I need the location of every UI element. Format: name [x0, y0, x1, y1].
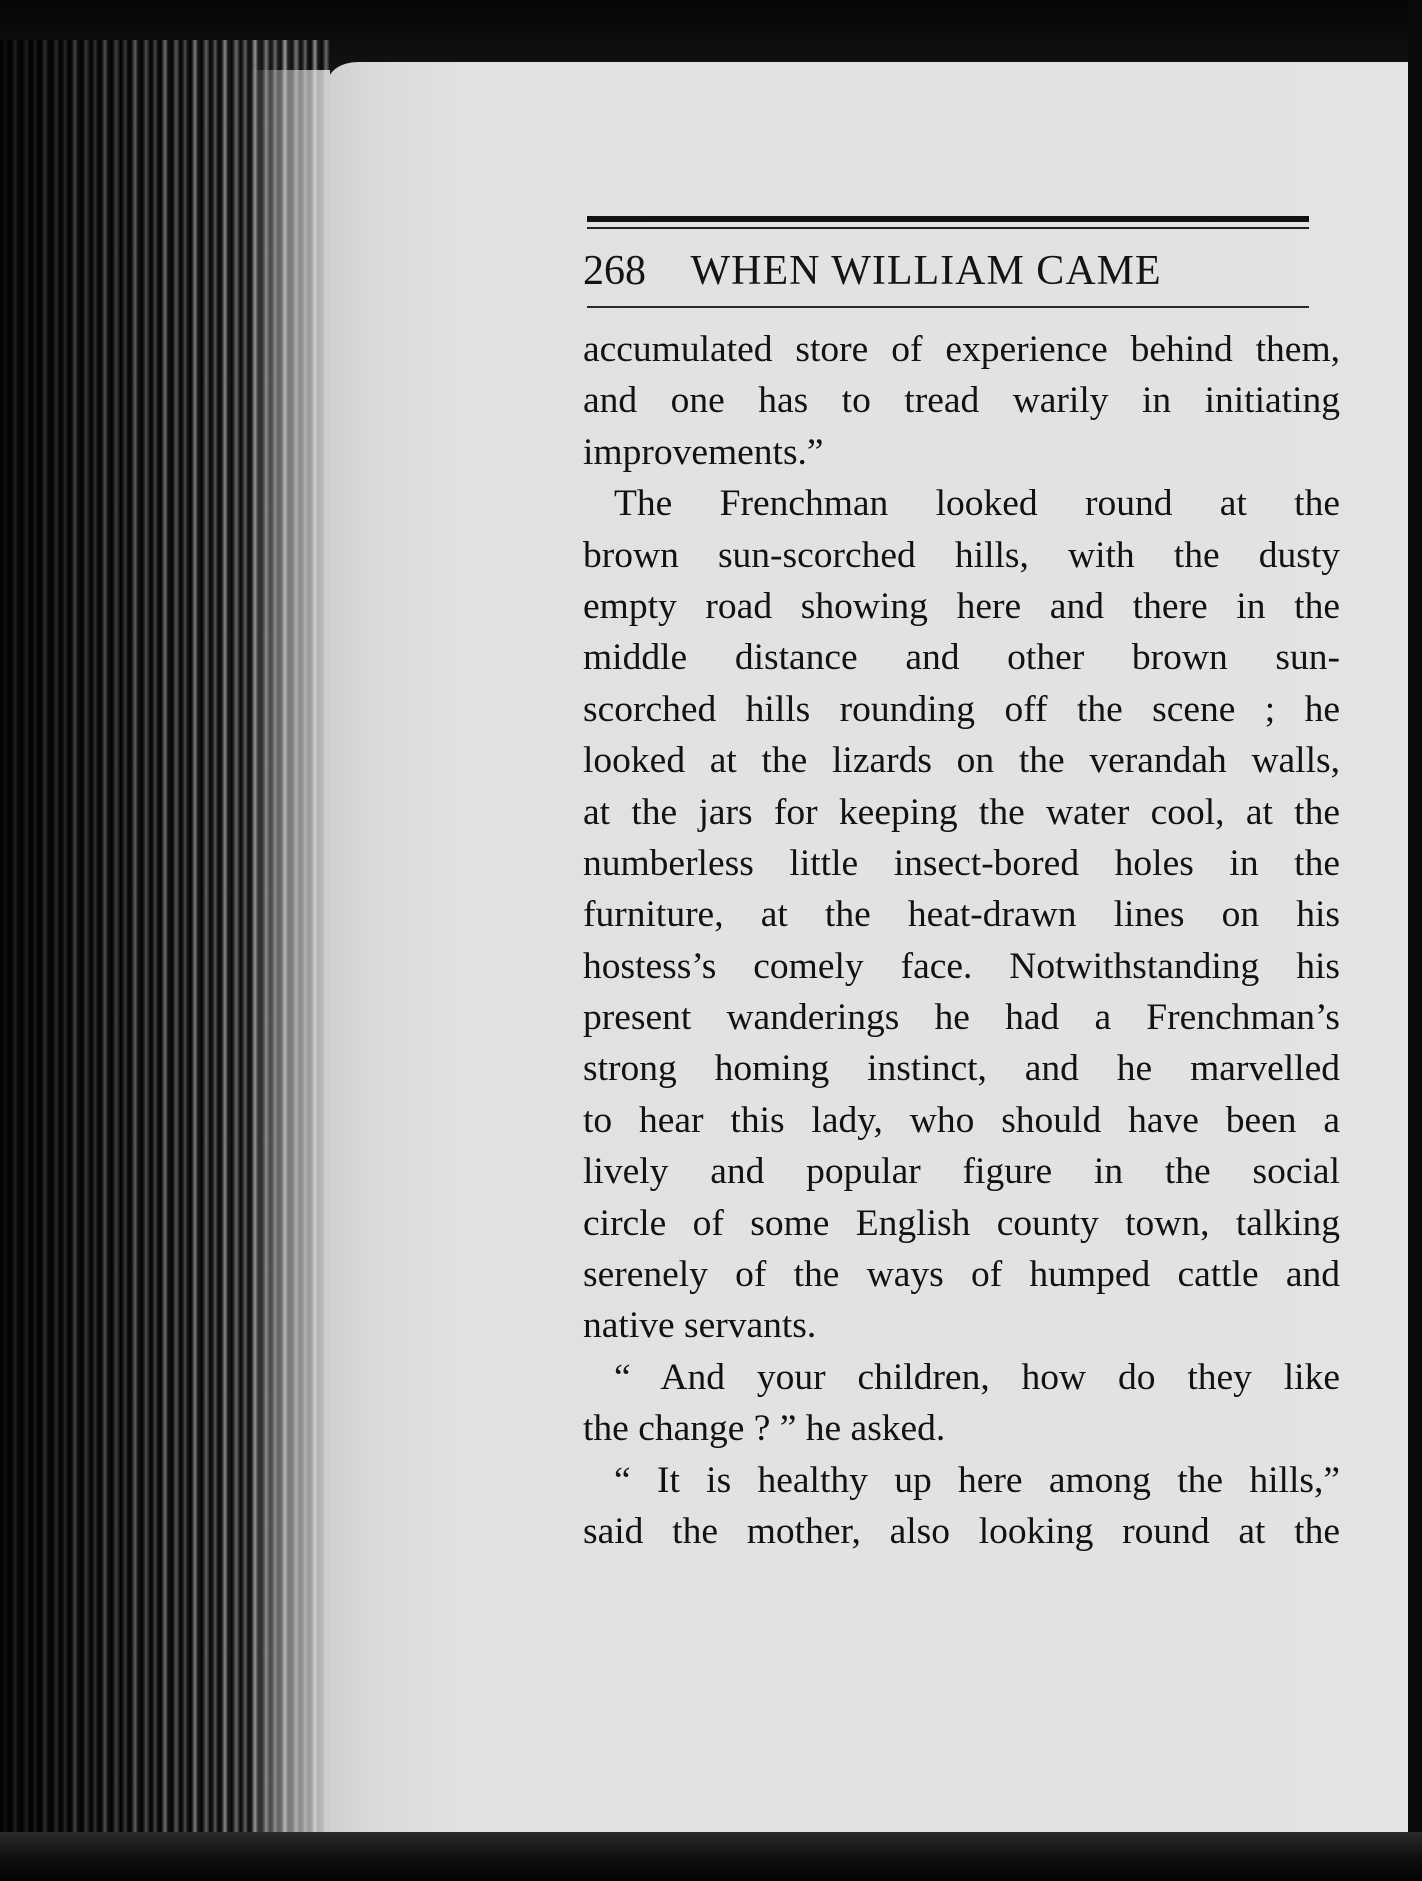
- text-line: native servants.: [583, 1305, 817, 1347]
- text-line: present wanderings he had a Frenchman’s: [583, 997, 1340, 1039]
- running-title: WHEN WILLIAM CAME: [690, 248, 1162, 294]
- text-line: the change ? ” he asked.: [583, 1408, 946, 1450]
- text-line: circle of some English county town, talking: [583, 1202, 1340, 1244]
- text-line: scorched hills rounding off the scene ; he: [583, 688, 1340, 730]
- text-line: middle distance and other brown sun-: [583, 637, 1340, 679]
- header-rule-thin: [587, 227, 1309, 229]
- text-line: at the jars for keeping the water cool, at the: [583, 791, 1340, 833]
- text-line: and one has to tread warily in initiating: [583, 380, 1340, 422]
- text-line: “ And your children, how do they like: [614, 1356, 1340, 1398]
- body-text: [583, 324, 1343, 1557]
- text-line: accumulated store of experience behind them,: [583, 329, 1340, 370]
- page-gutter-highlight: [250, 70, 330, 1850]
- header-rule-thick: [587, 216, 1309, 222]
- text-line: “ It is healthy up here among the hills,”: [614, 1459, 1340, 1501]
- scan-bottom-background: [0, 1832, 1422, 1881]
- page-number: 268: [583, 248, 646, 294]
- text-line: hostess’s comely face. Notwithstanding his: [583, 945, 1340, 987]
- text-line: empty road showing here and there in the: [583, 585, 1340, 627]
- text-line: furniture, at the heat-drawn lines on his: [583, 894, 1340, 936]
- text-line: improvements.”: [583, 431, 824, 473]
- text-line: looked at the lizards on the verandah walls,: [583, 740, 1340, 782]
- text-line: to hear this lady, who should have been a: [583, 1099, 1340, 1141]
- text-line: serenely of the ways of humped cattle and: [583, 1254, 1340, 1296]
- scan-right-border: [1408, 0, 1422, 1881]
- text-line: said the mother, also looking round at the: [583, 1510, 1340, 1552]
- header-rule-under: [587, 306, 1309, 308]
- text-line: lively and popular figure in the social: [583, 1151, 1340, 1193]
- text-line: The Frenchman looked round at the: [614, 483, 1340, 525]
- text-line: numberless little insect-bored holes in the: [583, 842, 1340, 884]
- text-line: strong homing instinct, and he marvelled: [583, 1048, 1340, 1090]
- running-head: [583, 246, 1313, 296]
- text-line: brown sun-scorched hills, with the dusty: [583, 534, 1340, 576]
